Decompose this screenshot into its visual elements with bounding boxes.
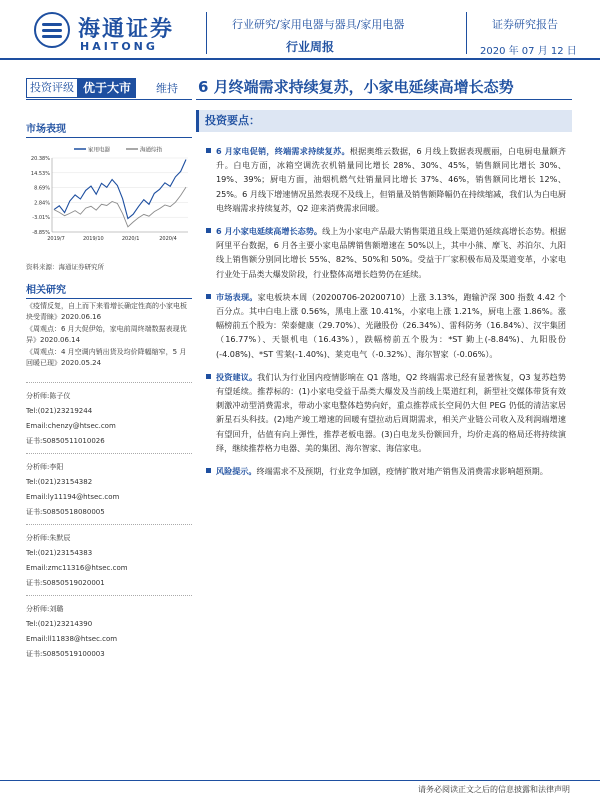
key-point-body: 终端需求不及预期，行业竞争加剧，疫情扩散对地产销售及消费需求影响超预期。 [256,466,548,477]
analyst-email[interactable]: Email:ll11838@htsec.com [26,635,118,643]
analyst-card [26,453,192,520]
chart-source: 资料来源：海通证券研究所 [26,263,104,271]
related-research [26,281,192,368]
logo-seal-icon [34,12,70,48]
bullet-square-icon [206,294,211,299]
analyst-name: 分析师:刘璐 [26,605,64,613]
report-label: 证券研究报告 [492,18,558,31]
key-point [206,370,566,455]
report-date: 2020 年 07 月 12 日 [480,46,577,57]
analyst-email[interactable]: Email:zmc11316@htsec.com [26,564,128,572]
rating-status: 维持 [156,82,179,95]
key-point-body: 家电板块本周（20200706-20200710）上涨 3.13%，跑输沪深 300 指数 4.42 个百分点。其中白电上涨 0.56%，黑电上涨 10.41%，小家电上涨 1.21%，厨电上涨 1.86%。涨幅榜前五个股为：荣泰健康（29.70%）、光融股份（26.34%）、雷科防务（16.84%）、汉宇集团（16.77%）、天银机电（16.43%），跌幅榜前五个股为：*ST 勤上(-8.84%)、九阳股份(-4.08%)、*ST 雪莱(-1.40%)、莱克电气（-0.32%）、海尔智家（-0.06%）。 [216,291,566,359]
key-point-body: 线上为小家电产品最大销售渠道且线上渠道仍延续高增长态势。根据阿里平台数据，6 月各主要小家电品牌销售额增速在 50%以上，其中小熊、摩飞、苏泊尔、九阳线上销售额分别同比增长 55%、82%、50%和 50%。受益于厂家积极布局及渠道变革，小家电行业处于品类大爆发阶段，行业整体高增长趋势仍在延续。 [216,226,566,279]
main-content [196,110,572,487]
x-tick-label: 2020/4 [159,236,177,242]
header-rule [0,58,600,60]
header-divider [466,12,467,54]
analyst-name: 分析师:朱默辰 [26,534,71,542]
report-title: 6 月终端需求持续复苏，小家电延续高增长态势 [198,78,514,96]
analyst-cert: 证书:S0850518080005 [26,508,105,516]
analyst-cert: 证书:S0850519100003 [26,650,105,658]
report-header [0,0,600,60]
bullet-square-icon [206,468,211,473]
legend-label: 海通综指 [140,147,163,154]
related-item[interactable]: 《疫情反复，自上而下来看增长确定性高的小家电板块受青睐》2020.06.16 [26,302,187,321]
analyst-name: 分析师:李阳 [26,463,64,471]
market-chart-svg [26,144,192,248]
analyst-list [26,382,192,662]
left-sidebar [26,100,192,662]
key-point [206,290,566,361]
analyst-tel: Tel:(021)23154382 [26,478,93,486]
bullet-square-icon [206,148,211,153]
key-point-body: 我们认为行业国内疫情影响在 Q1 落地，Q2 终端需求已经有显著恢复，Q3 复苏趋势有望延续。推荐标的：(1)小家电受益于品类大爆发及当前线上渠道红利，新型社交媒体带货有效刺激冲动型消费需求，带动小家电整体趋势向好，重点推荐成长空间仍大但 PEG 仍低的清洁家居新星石头科技。(2)地产竣工增速的回暖有望拉动后周期需求，相关产业链公司收入及利润端增速有望回升，估值有向上弹性，推荐老板电器。(3)白电龙头份额回升，均价走高的格局还将持续演绎，继续推荐格力电器、美的集团、海尔智家、海信家电。 [216,371,566,453]
analyst-cert: 证书:S0850519020001 [26,579,105,587]
legend-label: 家用电器 [88,147,111,154]
report-type: 行业周报 [286,40,335,54]
analyst-card [26,595,192,662]
key-points-list [196,144,572,478]
market-section-title: 市场表现 [26,120,192,138]
footer-rule [0,780,600,781]
analyst-email[interactable]: Email:ly11194@htsec.com [26,493,120,501]
bullet-square-icon [206,374,211,379]
key-point-heading: 投资建议。 [216,371,258,382]
analyst-tel: Tel:(021)23214390 [26,620,93,628]
y-tick-label: -8.85% [32,230,50,236]
y-tick-label: 2.84% [34,200,50,207]
analyst-card [26,524,192,591]
key-point [206,144,566,215]
key-point-heading: 6 月家电促销，终端需求持续复苏。 [216,146,350,156]
related-item[interactable]: 《周观点：6 月大促伊始，家电前周终端数据表现优异》2020.06.14 [26,325,187,344]
related-section-title: 相关研究 [26,281,192,299]
key-point [206,464,566,478]
related-item[interactable]: 《周观点：4 月空调内销出货及均价降幅缩窄，5 月回暖已现》2020.05.24 [26,348,187,367]
header-divider [206,12,207,54]
series-home-appliance-line [54,160,186,219]
analyst-name: 分析师:陈子仪 [26,392,71,400]
market-chart [26,144,192,248]
analyst-tel: Tel:(021)23219244 [26,407,93,415]
y-tick-label: -3.01% [32,215,50,222]
disclaimer-footer: 请务必阅读正文之后的信息披露和法律声明 [418,785,570,794]
y-tick-label: 14.53% [30,170,50,177]
logo-chinese-name: 海通证券 [78,16,175,42]
analyst-tel: Tel:(021)23154383 [26,549,93,557]
y-tick-label: 20.38% [30,156,50,162]
key-point [206,224,566,281]
key-point-heading: 市场表现。 [216,291,258,302]
investment-rating [26,78,178,98]
key-point-body: 根据奥维云数据，6 月线上数据表现靓丽，白电厨电量额齐升。白电方面，冰箱空调洗衣机销量同比增长 28%、30%、45%，销售额同比增长 30%、19%、39%；厨电方面，油烟机燃气灶销量同比增长 37%、46%，销售额同比增长 12%、25%。6 月线下增速情况虽然表现不及线上，但销量及销售额降幅仍在持续缩减，我们认为白电厨电终端需求持续复苏，Q2 迎来消费需求回暖。 [216,146,567,213]
industry-categories: 行业研究/家用电器与器具/家用电器 [232,18,405,31]
x-tick-label: 2020/1 [121,236,140,242]
rating-value: 优于大市 [78,78,136,98]
key-points-title: 投资要点： [196,110,572,132]
haitong-logo [34,12,184,54]
y-tick-label: 8.69% [34,185,50,192]
title-rule [196,99,572,100]
analyst-card [26,382,192,449]
x-tick-label: 2019/10 [82,236,104,242]
analyst-email[interactable]: Email:chenzy@htsec.com [26,422,116,430]
analyst-cert: 证书:S0850511010026 [26,437,105,445]
key-point-heading: 风险提示。 [216,466,257,477]
x-tick-label: 2019/7 [47,236,65,242]
bullet-square-icon [206,228,211,233]
key-point-heading: 6 月小家电延续高增长态势。 [216,226,323,237]
rating-label: 投资评级 [26,78,78,98]
logo-english-name: HAITONG [80,40,158,53]
